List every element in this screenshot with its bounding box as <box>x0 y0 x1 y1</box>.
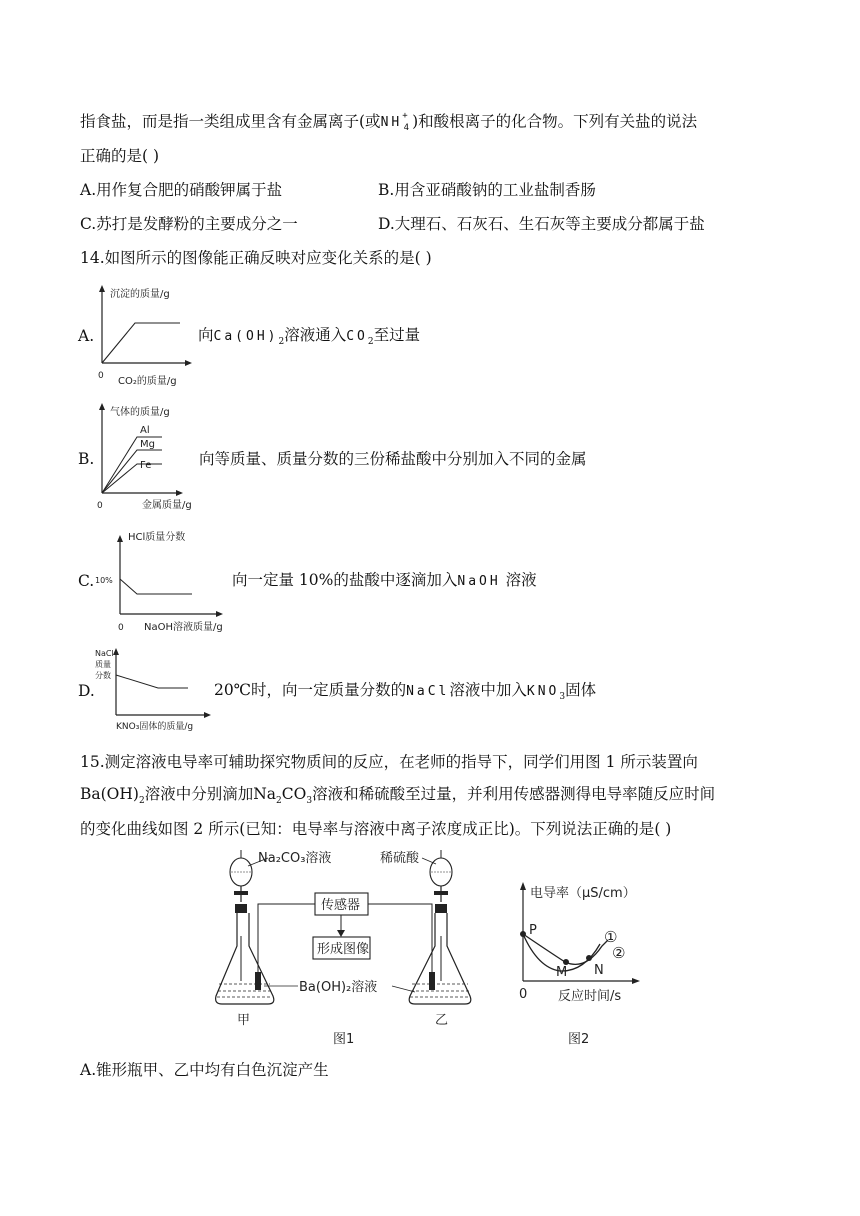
q14-option-a-text[interactable]: 向$Ca(OH)_2$溶液通入$CO_2$至过量 <box>198 326 421 348</box>
q15-line2: $Ba(OH)_2$溶液中分别滴加$Na_2CO_3$溶液和稀硫酸至过量，并利用传感器测得电导率随反应时间 <box>80 785 716 807</box>
flask-right-label: 乙 <box>435 1013 449 1028</box>
graph-b-origin: 0 <box>97 501 103 511</box>
sensor-label: 传感器 <box>321 898 361 913</box>
graph-d-xlabel: KNO₃固体的质量/g <box>116 722 194 732</box>
graph-b-xlabel: 金属质量/g <box>142 500 192 511</box>
image-label: 形成图像 <box>317 942 370 957</box>
graph-a-ylabel: 沉淀的质量/g <box>110 289 170 300</box>
curve-1-label: ① <box>604 928 618 946</box>
q13-option-d[interactable]: D.大理石、石灰石、生石灰等主要成分都属于盐 <box>378 215 705 233</box>
q15-line3: 的变化曲线如图 2 所示(已知：电导率与溶液中离子浓度成正比)。下列说法正确的是( ) <box>80 820 672 838</box>
q13-line2: 正确的是( ) <box>80 147 160 165</box>
q14-option-c-text[interactable]: 向一定量 10%的盐酸中逐滴加入NaOH 溶液 <box>232 571 537 589</box>
figure-2-origin: 0 <box>519 987 528 1002</box>
label-m: M <box>556 965 568 980</box>
point-p <box>520 931 526 937</box>
q15-figure-2 <box>510 876 710 1051</box>
q14-option-b-text[interactable]: 向等质量、质量分数的三份稀盐酸中分别加入不同的金属 <box>199 450 587 468</box>
graph-a-xlabel: CO₂的质量/g <box>118 376 177 387</box>
q13-option-a[interactable]: A.用作复合肥的硝酸钾属于盐 <box>80 181 283 199</box>
graph-a-origin: 0 <box>98 371 104 381</box>
figure-2-ylabel: 电导率（μS/cm） <box>530 886 636 901</box>
graph-c-ylabel: HCl质量分数 <box>128 532 186 543</box>
q15-line1: 15.测定溶液电导率可辅助探究物质间的反应，在老师的指导下，同学们用图 1 所示装置向 <box>80 753 698 771</box>
q14-option-d-text[interactable]: 20℃时，向一定质量分数的NaCl溶液中加入$KNO_3$固体 <box>214 681 597 703</box>
q14-graph-b <box>92 400 202 512</box>
figure-2-xlabel: 反应时间/s <box>558 989 622 1004</box>
graph-c-xlabel: NaOH溶液质量/g <box>144 622 223 633</box>
q14-graph-d <box>92 645 222 735</box>
q13-option-b[interactable]: B.用含亚硝酸钠的工业盐制香肠 <box>378 181 596 199</box>
curve-2-label: ② <box>612 944 626 962</box>
reagent-left-label: Na₂CO₃溶液 <box>258 851 332 866</box>
solution-label: Ba(OH)₂溶液 <box>299 980 378 995</box>
graph-d-ylabel-1: NaCl <box>95 649 114 658</box>
graph-c-ytick: 10% <box>95 576 113 585</box>
q14-stem: 14.如图所示的图像能正确反映对应变化关系的是( ) <box>80 249 432 267</box>
point-n <box>586 955 592 961</box>
left-flask-icon <box>216 913 274 1004</box>
graph-d-ylabel-3: 分数 <box>95 671 111 680</box>
figure-2-caption: 图2 <box>568 1032 590 1047</box>
q15-figure-1 <box>210 846 510 1051</box>
graph-b-series-fe: Fe <box>140 460 152 471</box>
q14-graph-c <box>92 526 232 636</box>
q14-option-d-letter[interactable]: D. <box>78 682 95 700</box>
graph-b-ylabel: 气体的质量/g <box>110 407 170 418</box>
q14-option-a-letter[interactable]: A. <box>78 327 95 345</box>
q14-option-b-letter[interactable]: B. <box>78 450 95 468</box>
right-flask-icon <box>409 913 471 1004</box>
flask-left-label: 甲 <box>237 1013 251 1028</box>
q14-option-c-letter[interactable]: C. <box>78 572 95 590</box>
nh4-formula: $NH^+_4$ <box>380 111 413 133</box>
graph-c-origin: 0 <box>118 623 124 633</box>
label-n: N <box>594 963 604 978</box>
graph-d-ylabel-2: 质量 <box>95 660 111 669</box>
q15-option-a[interactable]: A.锥形瓶甲、乙中均有白色沉淀产生 <box>80 1061 329 1079</box>
q14-graph-a <box>92 283 202 389</box>
q13-option-c[interactable]: C.苏打是发酵粉的主要成分之一 <box>80 215 298 233</box>
graph-b-series-mg: Mg <box>140 439 155 450</box>
graph-b-series-al: Al <box>140 425 150 436</box>
label-p: P <box>529 923 537 938</box>
figure-1-caption: 图1 <box>333 1032 355 1047</box>
q13-line1: 指食盐，而是指一类组成里含有金属离子(或$NH^+_4$)和酸根离子的化合物。下列有关盐的说法 <box>80 111 698 133</box>
reagent-right-label: 稀硫酸 <box>380 851 420 866</box>
